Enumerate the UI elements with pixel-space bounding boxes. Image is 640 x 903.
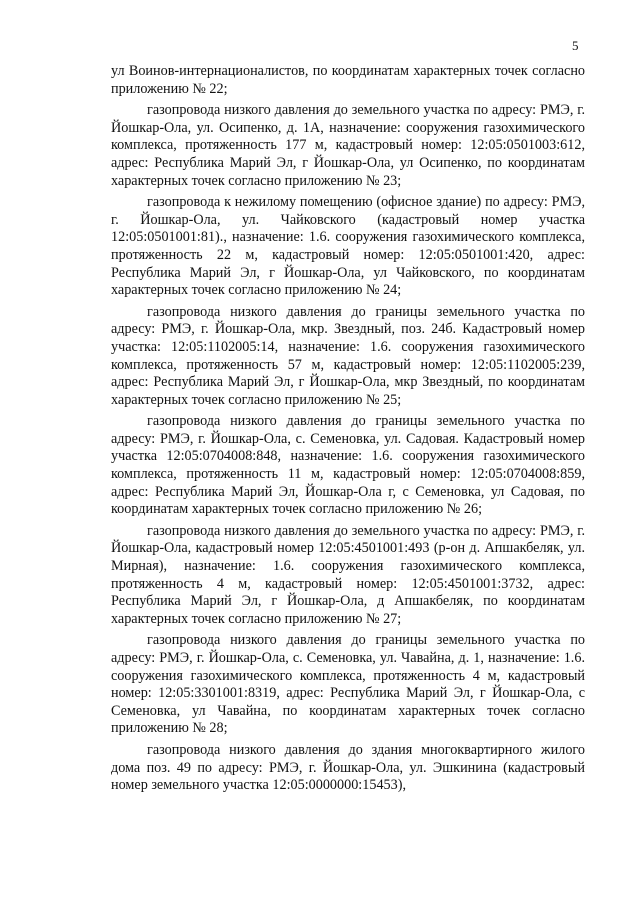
paragraph-item-26: газопровода низкого давления до границы земельного участка по адресу: РМЭ, г. Йошкар-Ола, с. Семеновка, ул. Садовая. Кадастровый номер участка 12:05:0704008:848, назначение: 1.6. сооружения газохимического комплекса, протяженность 11 м, кадастровый номер: 12:05:0704008:859, адрес: Республика Марий Эл, Йошкар-Ола г, с Семеновка, ул Садовая, по координатам характерных точек согласно приложению № 26; (111, 413, 585, 518)
paragraph-item-23: газопровода низкого давления до земельного участка по адресу: РМЭ, г. Йошкар-Ола, ул. Осипенко, д. 1А, назначение: сооружения газохимического комплекса, протяженность 177 м, кадастровый номер: 12:05:0501003:612, адрес: Республика Марий Эл, г Йошкар-Ола, ул Осипенко, по координатам характерных точек согласно приложению № 23; (111, 102, 585, 189)
document-body (111, 63, 585, 799)
paragraph-item-28: газопровода низкого давления до границы земельного участка по адресу: РМЭ, г. Йошкар-Ола, с. Семеновка, ул. Чавайна, д. 1, назначение: 1.6. сооружения газохимического комплекса, протяженность 4 м, кадастровый номер: 12:05:3301001:8319, адрес: Республика Марий Эл, г Йошкар-Ола, с Семеновка, ул Чавайна, по координатам характерных точек согласно приложению № 28; (111, 632, 585, 737)
paragraph-item-29: газопровода низкого давления до здания многоквартирного жилого дома поз. 49 по адресу: РМЭ, г. Йошкар-Ола, ул. Эшкинина (кадастровый номер земельного участка 12:05:0000000:15453), (111, 741, 585, 794)
paragraph-item-25: газопровода низкого давления до границы земельного участка по адресу: РМЭ, г. Йошкар-Ола, мкр. Звездный, поз. 24б. Кадастровый номер участка: 12:05:1102005:14, назначение: 1.6. сооружения газохимического комплекса, протяженность 57 м, кадастровый номер: 12:05:1102005:239, адрес: Республика Марий Эл, г Йошкар-Ола, мкр Звездный, по координатам характерных точек согласно приложению № 25; (111, 303, 585, 408)
paragraph-item-24: газопровода к нежилому помещению (офисное здание) по адресу: РМЭ, г. Йошкар-Ола, ул. Чайковского (кадастровый номер участка 12:05:0501001:81)., назначение: 1.6. сооружения газохимического комплекса, протяженность 22 м, кадастровый номер: 12:05:0501001:420, адрес: Республика Марий Эл, г Йошкар-Ола, ул Чайковского, по координатам характерных точек согласно приложению № 24; (111, 194, 585, 299)
paragraph-item-27: газопровода низкого давления до земельного участка по адресу: РМЭ, г. Йошкар-Ола, кадастровый номер 12:05:4501001:493 (р-он д. Апшакбеляк, ул. Мирная), назначение: 1.6. сооружения газохимического комплекса, протяженность 4 м, кадастровый номер: 12:05:4501001:3732, адрес: Республика Марий Эл, г Йошкар-Ола, д Апшакбеляк, по координатам характерных точек согласно приложению № 27; (111, 522, 585, 627)
page-number: 5 (572, 38, 579, 53)
paragraph-continuation: ул Воинов-интернационалистов, по координатам характерных точек согласно приложению № 22; (111, 63, 585, 97)
